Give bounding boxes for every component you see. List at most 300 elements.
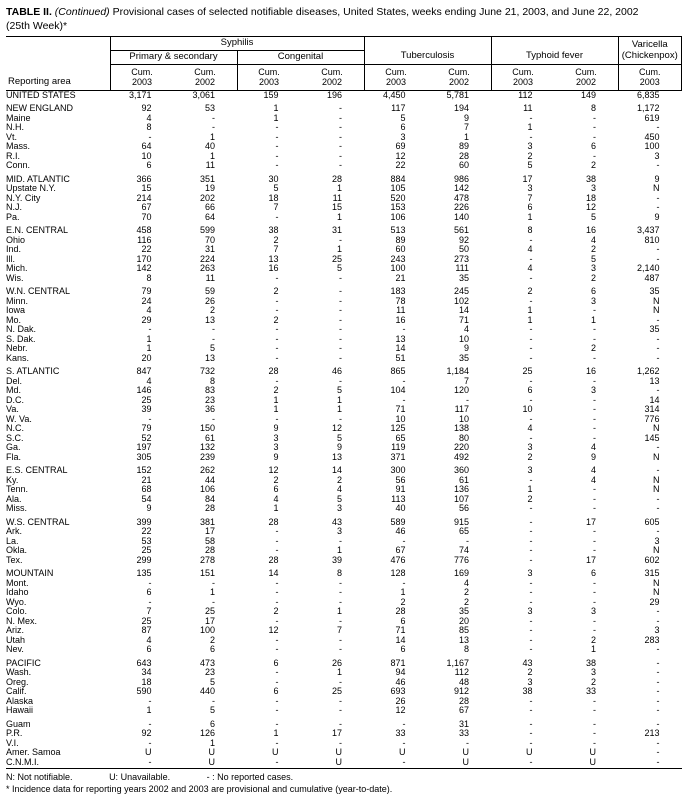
value-cell: 12	[331, 424, 342, 434]
reporting-area-cell: N.Y. City	[6, 193, 41, 203]
value-cell: 1	[209, 588, 215, 598]
value-cell: 48	[458, 677, 469, 687]
table-row	[6, 335, 682, 345]
value-cell: 22	[395, 161, 406, 171]
reporting-area-cell: Ill.	[6, 254, 15, 264]
value-cell: 16	[585, 225, 596, 236]
value-cell: -	[339, 286, 342, 297]
value-cell: -	[656, 677, 660, 687]
value-cell: 5	[336, 433, 342, 443]
value-cell: N	[653, 485, 660, 495]
table-row	[6, 377, 682, 387]
value-cell: -	[593, 696, 596, 706]
value-cell: -	[656, 748, 660, 758]
value-cell: 5	[400, 113, 406, 123]
value-cell: 153	[390, 203, 406, 213]
value-cell: -	[529, 504, 533, 514]
value-cell: 3	[527, 142, 533, 152]
table-title-text: Provisional cases of selected notifiable diseases, United States, weeks ending June 21, 2003, and June 22, 2002	[109, 6, 639, 18]
value-cell: 7	[273, 203, 279, 213]
value-cell: 39	[141, 405, 152, 415]
value-cell: -	[275, 161, 279, 171]
value-cell: 67	[458, 706, 469, 716]
value-cell: -	[339, 578, 342, 588]
table-row	[6, 706, 682, 716]
value-cell: 25	[522, 366, 533, 377]
value-cell: 3	[273, 443, 279, 453]
value-cell: 213	[644, 729, 660, 739]
reporting-area-cell: Mo.	[6, 315, 22, 325]
value-cell: -	[656, 193, 660, 203]
value-cell: 20	[141, 353, 152, 363]
value-cell: -	[212, 578, 215, 588]
value-cell: 14	[649, 395, 660, 405]
value-cell: -	[529, 597, 533, 607]
table-row	[6, 161, 682, 171]
value-cell: 1	[273, 504, 279, 514]
value-cell: 65	[395, 433, 406, 443]
value-cell: 22	[141, 245, 152, 255]
value-cell: 70	[204, 235, 215, 245]
value-cell: 1	[400, 588, 406, 598]
value-cell: 4	[590, 465, 596, 476]
value-cell: -	[593, 504, 596, 514]
value-cell: 5,781	[446, 90, 469, 100]
value-cell: 197	[136, 443, 152, 453]
value-cell: 1	[146, 344, 152, 354]
value-cell: 10	[395, 414, 406, 424]
value-cell: 351	[199, 173, 215, 184]
reporting-area-cell: MOUNTAIN	[6, 568, 54, 579]
value-cell: 2	[527, 452, 533, 462]
table-row	[6, 142, 682, 152]
value-cell: -	[529, 757, 533, 767]
table-row	[6, 396, 682, 406]
value-cell: -	[656, 718, 660, 729]
value-cell: -	[593, 729, 596, 739]
value-cell: 16	[585, 366, 596, 377]
value-cell: 146	[136, 386, 152, 396]
value-cell: -	[656, 687, 660, 697]
value-cell: 3	[527, 465, 533, 476]
value-cell: 1	[336, 212, 342, 222]
value-cell: -	[529, 718, 533, 729]
value-cell: 1	[273, 103, 279, 114]
value-cell: 89	[395, 235, 406, 245]
value-cell: -	[275, 414, 279, 424]
value-cell: 14	[268, 568, 279, 579]
value-cell: -	[656, 161, 660, 171]
value-cell: -	[339, 296, 342, 306]
value-cell: 487	[644, 273, 660, 283]
reporting-area-cell: P.R.	[6, 729, 23, 739]
value-cell: 3	[590, 184, 596, 194]
value-cell: -	[402, 718, 406, 729]
value-cell: 142	[136, 264, 152, 274]
value-cell: 2	[273, 475, 279, 485]
value-cell: -	[275, 536, 279, 546]
table-row	[6, 546, 682, 556]
value-cell: 1	[527, 306, 533, 316]
value-cell: -	[466, 738, 469, 748]
value-cell: 776	[453, 555, 469, 565]
reporting-area-cell: Oreg.	[6, 677, 29, 687]
reporting-area-cell: Nev.	[6, 645, 24, 655]
value-cell: 126	[199, 729, 215, 739]
value-cell: 9	[463, 113, 469, 123]
value-cell: -	[275, 738, 279, 748]
value-cell: 14	[458, 306, 469, 316]
value-cell: 7	[463, 123, 469, 133]
value-cell: -	[148, 597, 152, 607]
value-cell: 26	[204, 296, 215, 306]
value-cell: 31	[458, 718, 469, 729]
value-cell: U	[399, 748, 406, 758]
table-row	[6, 264, 682, 274]
value-cell: 4	[527, 264, 533, 274]
value-cell: 128	[390, 568, 406, 579]
value-cell: 142	[453, 184, 469, 194]
value-cell: -	[148, 325, 152, 335]
cum-2003-header: Cum. 2003	[110, 65, 174, 91]
value-cell: 2	[527, 286, 533, 297]
reporting-area-cell: Hawaii	[6, 706, 34, 716]
value-cell: -	[275, 334, 279, 344]
header-group-row	[6, 37, 682, 51]
value-cell: 34	[141, 668, 152, 678]
value-cell: -	[275, 142, 279, 152]
value-cell: 66	[204, 203, 215, 213]
table-row	[6, 758, 682, 768]
value-cell: 915	[453, 516, 469, 527]
value-cell: 3	[527, 443, 533, 453]
table-row	[6, 495, 682, 505]
value-cell: -	[148, 414, 152, 424]
table-row	[6, 443, 682, 453]
value-cell: 239	[199, 452, 215, 462]
value-cell: -	[529, 706, 533, 716]
value-cell: -	[593, 578, 596, 588]
value-cell: 1	[463, 132, 469, 142]
varicella-group-header	[618, 37, 682, 65]
value-cell: 28	[268, 555, 279, 565]
value-cell: 360	[453, 465, 469, 476]
value-cell: 986	[453, 173, 469, 184]
value-cell: 13	[395, 334, 406, 344]
value-cell: 71	[395, 405, 406, 415]
reporting-area-cell: Ga.	[6, 443, 21, 453]
value-cell: 18	[141, 677, 152, 687]
value-cell: 2	[400, 597, 406, 607]
value-cell: -	[339, 616, 342, 626]
value-cell: 263	[199, 264, 215, 274]
value-cell: 1	[336, 405, 342, 415]
value-cell: -	[656, 657, 660, 668]
value-cell: 36	[204, 405, 215, 415]
value-cell: -	[656, 757, 660, 767]
value-cell: 9	[336, 443, 342, 453]
value-cell: 136	[453, 485, 469, 495]
value-cell: 28	[268, 516, 279, 527]
value-cell: 28	[204, 546, 215, 556]
value-cell: 9	[654, 173, 660, 184]
reporting-area-cell: Mass.	[6, 142, 31, 152]
reporting-area-cell: W. Va.	[6, 414, 32, 424]
table-row	[6, 90, 682, 100]
value-cell: -	[339, 161, 342, 171]
value-cell: 273	[453, 254, 469, 264]
value-cell: 43	[522, 657, 533, 668]
value-cell: -	[593, 123, 596, 133]
value-cell: 94	[395, 668, 406, 678]
value-cell: 23	[204, 395, 215, 405]
value-cell: -	[656, 254, 660, 264]
table-row	[6, 354, 682, 364]
value-cell: 8	[146, 123, 152, 133]
value-cell: 21	[395, 273, 406, 283]
reporting-area-cell: Tenn.	[6, 485, 29, 495]
table-row	[6, 325, 682, 335]
value-cell: 3	[590, 607, 596, 617]
value-cell: 44	[204, 475, 215, 485]
value-cell: 1	[527, 212, 533, 222]
value-cell: -	[339, 696, 342, 706]
value-cell: 111	[455, 264, 469, 274]
value-cell: 87	[141, 626, 152, 636]
value-cell: 602	[644, 555, 660, 565]
typhoid-fever-group-header: Typhoid fever	[491, 37, 618, 65]
value-cell: 5	[336, 386, 342, 396]
varicella-label-line1: Varicella	[631, 38, 668, 50]
value-cell: -	[275, 635, 279, 645]
value-cell: 53	[204, 103, 215, 114]
cum-2002-header: Cum. 2002	[174, 65, 238, 91]
value-cell: 53	[141, 536, 152, 546]
value-cell: 33	[458, 729, 469, 739]
value-cell: 2	[336, 475, 342, 485]
value-cell: 492	[453, 452, 469, 462]
value-cell: 732	[199, 366, 215, 377]
value-cell: -	[656, 527, 660, 537]
table-row	[6, 645, 682, 655]
value-cell: 79	[141, 286, 152, 297]
value-cell: 4	[146, 306, 152, 316]
value-cell: 35	[458, 273, 469, 283]
value-cell: 183	[390, 286, 406, 297]
value-cell: 10	[458, 414, 469, 424]
value-cell: 21	[141, 475, 152, 485]
value-cell: 473	[199, 657, 215, 668]
value-cell: -	[529, 738, 533, 748]
value-cell: 13	[649, 376, 660, 386]
value-cell: 513	[390, 225, 406, 236]
value-cell: 5	[209, 677, 215, 687]
reporting-area-cell: N.H.	[6, 123, 24, 133]
value-cell: -	[529, 616, 533, 626]
value-cell: 476	[390, 555, 406, 565]
value-cell: 10	[141, 151, 152, 161]
value-cell: 1	[590, 315, 596, 325]
value-cell: -	[275, 718, 279, 729]
table-row	[6, 729, 682, 739]
value-cell: 1	[336, 245, 342, 255]
reporting-area-cell: E.N. CENTRAL	[6, 225, 69, 236]
value-cell: -	[529, 578, 533, 588]
value-cell: -	[275, 588, 279, 598]
value-cell: 5	[336, 264, 342, 274]
value-cell: 7	[336, 626, 342, 636]
value-cell: 1	[527, 315, 533, 325]
value-cell: 4	[590, 475, 596, 485]
value-cell: 1	[209, 738, 215, 748]
table-row	[6, 476, 682, 486]
reporting-area-cell: Guam	[6, 718, 31, 729]
table-row	[6, 213, 682, 223]
reporting-area-cell: S.C.	[6, 433, 24, 443]
value-cell: 1	[527, 485, 533, 495]
value-cell: -	[339, 132, 342, 142]
value-cell: 9	[273, 452, 279, 462]
value-cell: -	[529, 296, 533, 306]
value-cell: -	[275, 123, 279, 133]
value-cell: 11	[205, 273, 215, 283]
value-cell: 8	[590, 103, 596, 114]
table-header	[6, 37, 682, 91]
value-cell: 8	[336, 568, 342, 579]
value-cell: 3	[527, 677, 533, 687]
value-cell: 314	[644, 405, 660, 415]
value-cell: 283	[644, 635, 660, 645]
reporting-area-cell: R.I.	[6, 151, 21, 161]
value-cell: 194	[453, 103, 469, 114]
value-cell: -	[275, 616, 279, 626]
value-cell: 8	[463, 645, 469, 655]
value-cell: 3	[400, 132, 406, 142]
value-cell: 25	[331, 254, 342, 264]
value-cell: 3	[273, 433, 279, 443]
value-cell: 28	[458, 696, 469, 706]
value-cell: 1	[146, 706, 152, 716]
value-cell: 1	[273, 405, 279, 415]
value-cell: 16	[268, 264, 279, 274]
value-cell: 6	[400, 645, 406, 655]
value-cell: -	[339, 376, 342, 386]
value-cell: 169	[453, 568, 469, 579]
value-cell: -	[275, 706, 279, 716]
value-cell: -	[339, 706, 342, 716]
value-cell: 16	[395, 315, 406, 325]
value-cell: -	[656, 334, 660, 344]
value-cell: -	[593, 353, 596, 363]
value-cell: 3	[527, 184, 533, 194]
reporting-area-cell: Colo.	[6, 607, 28, 617]
table-row	[6, 203, 682, 213]
value-cell: 17	[585, 516, 596, 527]
cum-2003-header: Cum. 2003	[364, 65, 428, 91]
congenital-header: Congenital	[237, 51, 364, 65]
value-cell: -	[529, 334, 533, 344]
table-row	[6, 386, 682, 396]
value-cell: -	[656, 494, 660, 504]
value-cell: -	[339, 306, 342, 316]
value-cell: 865	[390, 366, 406, 377]
value-cell: 884	[390, 173, 406, 184]
value-cell: N	[653, 452, 660, 462]
value-cell: -	[529, 536, 533, 546]
value-cell: -	[275, 376, 279, 386]
value-cell: N	[653, 588, 660, 598]
value-cell: 7	[273, 245, 279, 255]
value-cell: 51	[395, 353, 406, 363]
table-row	[6, 556, 682, 566]
value-cell: 4	[527, 245, 533, 255]
value-cell: 28	[331, 173, 342, 184]
value-cell: 13	[204, 353, 215, 363]
table-row	[6, 617, 682, 627]
value-cell: -	[529, 527, 533, 537]
value-cell: 3	[527, 568, 533, 579]
value-cell: 28	[395, 607, 406, 617]
value-cell: U	[272, 748, 279, 758]
value-cell: 1,262	[636, 366, 660, 377]
value-cell: 25	[141, 395, 152, 405]
value-cell: 35	[649, 325, 660, 335]
value-cell: N	[653, 424, 660, 434]
value-cell: -	[593, 527, 596, 537]
value-cell: 6	[273, 687, 279, 697]
reporting-area-cell: Alaska	[6, 696, 34, 706]
value-cell: 9	[146, 504, 152, 514]
value-cell: 399	[136, 516, 152, 527]
table-row	[6, 537, 682, 547]
value-cell: 599	[199, 225, 215, 236]
value-cell: 366	[136, 173, 152, 184]
table-row	[6, 363, 682, 377]
value-cell: 3	[654, 626, 660, 636]
value-cell: 561	[453, 225, 469, 236]
value-cell: 60	[395, 245, 406, 255]
value-cell: 299	[136, 555, 152, 565]
value-cell: 4,450	[382, 90, 406, 100]
value-cell: -	[466, 395, 469, 405]
value-cell: -	[593, 718, 596, 729]
reporting-area-cell: Vt.	[6, 132, 18, 142]
table-row	[6, 152, 682, 162]
value-cell: 106	[199, 485, 215, 495]
value-cell: 26	[395, 696, 406, 706]
value-cell: -	[593, 325, 596, 335]
value-cell: 871	[390, 657, 406, 668]
value-cell: -	[339, 677, 342, 687]
footnote-unavailable: U: Unavailable.	[109, 772, 171, 783]
value-cell: 6	[146, 161, 152, 171]
value-cell: 589	[390, 516, 406, 527]
value-cell: -	[593, 494, 596, 504]
value-cell: -	[593, 132, 596, 142]
value-cell: 6	[400, 123, 406, 133]
value-cell: U	[526, 748, 533, 758]
value-cell: 262	[199, 465, 215, 476]
reporting-area-cell: V.I.	[6, 738, 19, 748]
value-cell: 4	[590, 235, 596, 245]
table-row	[6, 579, 682, 589]
table-row	[6, 636, 682, 646]
reporting-area-cell: Mich.	[6, 264, 28, 274]
value-cell: 104	[390, 386, 406, 396]
value-cell: 1,172	[636, 103, 660, 114]
value-cell: 17	[522, 173, 533, 184]
value-cell: 810	[644, 235, 660, 245]
